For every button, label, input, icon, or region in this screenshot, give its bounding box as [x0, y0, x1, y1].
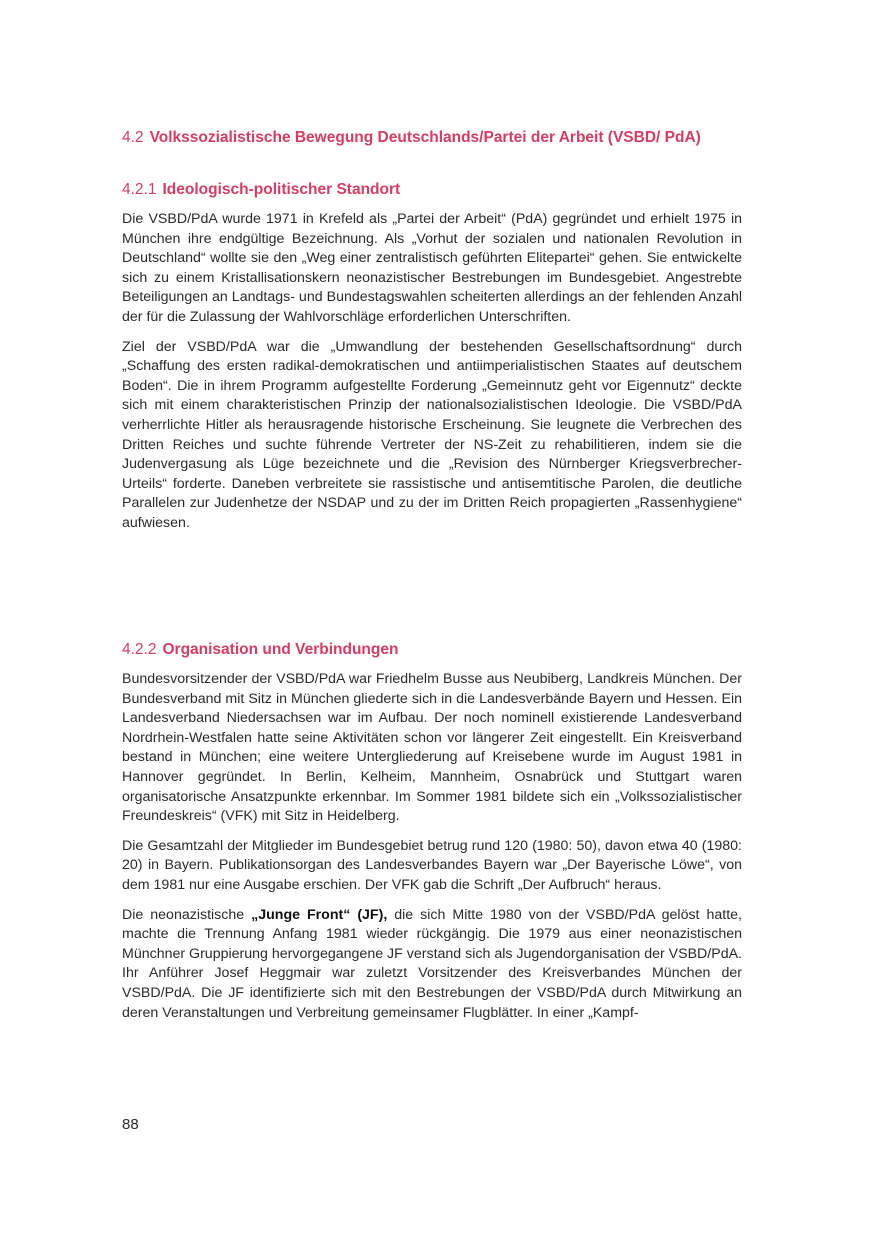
emphasis-text: „Junge Front“ (JF), [251, 906, 388, 923]
section-title: Organisation und Verbindungen [162, 641, 399, 658]
section-title: Ideologisch-politischer Standort [162, 181, 401, 198]
section-body-4-2-2 [122, 670, 742, 1023]
section-heading-4-2 [122, 128, 742, 148]
section-heading-4-2-2 [122, 640, 742, 660]
paragraph-text: Die neonazistische [122, 906, 252, 923]
paragraph: Die VSBD/PdA wurde 1971 in Krefeld als „Partei der Arbeit“ (PdA) gegründet und erhielt 1975 in München ihre endgültige Bezeichnung. Als „Vorhut der sozialen und nationalen Revolution in Deutschland“ wollte sie den „Weg einer zentralistisch geführten Elitepartei“ gehen. Sie entwickelte sich zu einem Kristallisationskern neonazistischer Bestrebungen im Bundesgebiet. Angestrebte Beteiligungen an Landtags- und Bundestagswahlen scheiterten allerdings an der fehlenden Anzahl der für die Zulassung der Wahlvorschläge erforderlichen Unterschriften. [122, 211, 742, 325]
page-number: 88 [122, 1116, 139, 1133]
section-number: 4.2.1 [122, 181, 157, 198]
paragraph: Bundesvorsitzender der VSBD/PdA war Friedhelm Busse aus Neubiberg, Landkreis München. Der Bundesverband mit Sitz in München gliederte sich in die Landesverbände Bayern und Hessen. Ein Landesverband Niedersachsen war im Aufbau. Der noch nominell existierende Landesverband Nordrhein-Westfalen hatte seine Aktivitäten schon vor längerer Zeit eingestellt. Ein Kreisverband bestand in München; eine weitere Untergliederung auf Kreisebene wurde im August 1981 in Hannover gegründet. In Berlin, Kelheim, Mannheim, Osnabrück und Stuttgart waren organisatorische Ansatzpunkte erkennbar. Im Sommer 1981 bildete sich ein „Volkssozialistischer Freundeskreis“ (VFK) mit Sitz in Heidelberg. [122, 671, 742, 825]
section-body-4-2-1 [122, 210, 742, 534]
paragraph [122, 906, 742, 1024]
paragraph-text: die sich Mitte 1980 von der VSBD/PdA gelöst hatte, machte die Trennung Anfang 1981 wieder rückgängig. Die 1979 aus einer neonazistischen Münchner Gruppierung hervorgegangene JF verstand sich als Jugendorganisation der VSBD/PdA. Ihr Anführer Josef Heggmair war zuletzt Vorsitzender des Kreisverbandes München der VSBD/PdA. Die JF identifizierte sich mit den Bestrebungen der VSBD/PdA durch Mitwirkung an deren Veranstaltungen und Verbreitung gemeinsamer Flugblätter. In einer „Kampf- [122, 906, 742, 1021]
paragraph: Ziel der VSBD/PdA war die „Umwandlung der bestehenden Gesellschaftsordnung“ durch „Schaffung des ersten radikal-demokratischen und antiimperialistischen Staates auf deutschem Boden“. Die in ihrem Programm aufgestellte Forderung „Gemeinnutz geht vor Eigennutz“ deckte sich mit einem charakteristischen Prinzip der nationalsozialistischen Ideologie. Die VSBD/PdA verherrlichte Hitler als herausragende historische Erscheinung. Sie leugnete die Verbrechen des Dritten Reiches und suchte führende Vertreter der NS-Zeit zu rehabilitieren, indem sie die Judenvergasung als Lüge bezeichnete und die „Revision des Nürnberger Kriegsverbrecher-Urteils“ forderte. Daneben verbreitete sie rassistische und antisemtitische Parolen, die deutliche Parallelen zur Judenhetze der NSDAP und zu der im Dritten Reich propagierten „Rassenhygiene“ aufwiesen. [122, 338, 742, 531]
section-number: 4.2 [122, 129, 144, 146]
section-number: 4.2.2 [122, 641, 157, 658]
section-heading-4-2-1 [122, 180, 742, 200]
section-title: Volkssozialistische Bewegung Deutschlands/Partei der Arbeit (VSBD/ PdA) [149, 129, 701, 146]
paragraph: Die Gesamtzahl der Mitglieder im Bundesgebiet betrug rund 120 (1980: 50), davon etwa 40 (1980: 20) in Bayern. Publikationsorgan des Landesverbandes Bayern war „Der Bayerische Löwe“, von dem 1981 nur eine Ausgabe erschien. Der VFK gab die Schrift „Der Aufbruch“ heraus. [122, 837, 742, 893]
